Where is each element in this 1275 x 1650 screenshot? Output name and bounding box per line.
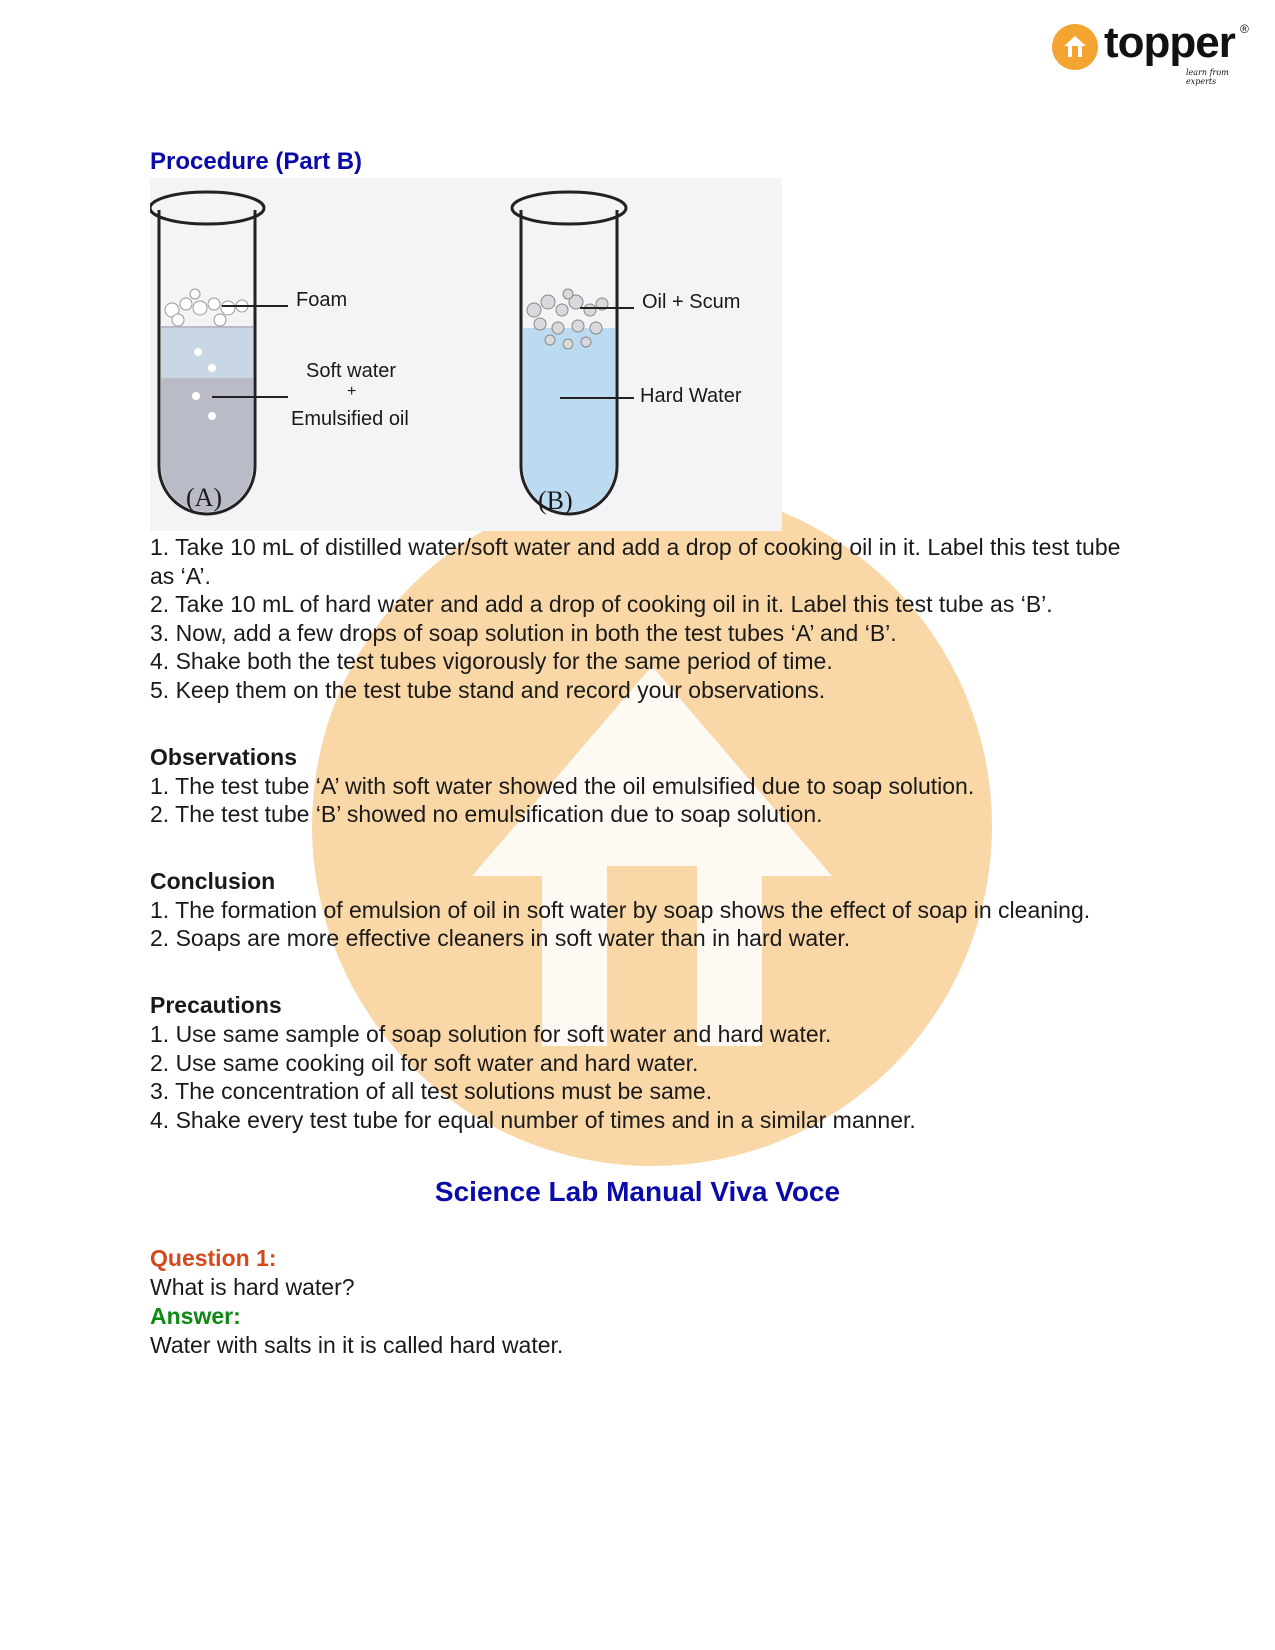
- topper-logo: [1052, 18, 1252, 86]
- conclusion-list: [150, 896, 1130, 953]
- answer-text: Water with salts in it is called hard water.: [150, 1331, 564, 1358]
- precautions-list: [150, 1020, 1130, 1134]
- list-item: 4. Shake both the test tubes vigorously for the same period of time.: [150, 648, 833, 675]
- answer-label: Answer:: [150, 1302, 241, 1329]
- caption-b: (B): [538, 486, 573, 515]
- list-item: 3. The concentration of all test solutions must be same.: [150, 1078, 713, 1105]
- list-item: 1. Use same sample of soap solution for soft water and hard water.: [150, 1020, 832, 1047]
- topper-badge-icon: [1052, 24, 1098, 70]
- precautions-heading: Precautions: [150, 991, 282, 1018]
- hard-water-label: Hard Water: [640, 385, 742, 407]
- foam-label: Foam: [296, 289, 348, 311]
- list-item: 2. Soaps are more effective cleaners in soft water than in hard water.: [150, 925, 851, 952]
- procedure-steps: [150, 533, 1130, 705]
- list-item: 2. Take 10 mL of hard water and add a drop of cooking oil in it. Label this test tube as ‘B’.: [150, 591, 1053, 618]
- conclusion-section: [150, 867, 1130, 953]
- observations-section: [150, 743, 1130, 829]
- conclusion-heading: Conclusion: [150, 867, 276, 894]
- plus-label: +: [347, 383, 357, 400]
- list-item: 2. Use same cooking oil for soft water and hard water.: [150, 1049, 699, 1076]
- list-item: 4. Shake every test tube for equal number of times and in a similar manner.: [150, 1106, 916, 1133]
- brand-name: topper: [1104, 18, 1235, 67]
- viva-title: Science Lab Manual Viva Voce: [434, 1176, 841, 1208]
- list-item: 1. The formation of emulsion of oil in soft water by soap shows the effect of soap in cleaning.: [150, 896, 1091, 923]
- brand-tagline: learn from experts: [1186, 68, 1229, 86]
- list-item: 5. Keep them on the test tube stand and record your observations.: [150, 676, 826, 703]
- document-body: [150, 148, 1130, 1360]
- test-tube-figure: [150, 178, 782, 531]
- procedure-heading: Procedure (Part B): [150, 148, 363, 175]
- list-item: 3. Now, add a few drops of soap solution in both the test tubes ‘A’ and ‘B’.: [150, 619, 897, 646]
- question-text: What is hard water?: [150, 1274, 355, 1301]
- list-item: 1. Take 10 mL of distilled water/soft water and add a drop of cooking oil in it. Label this test tube as ‘A’.: [150, 534, 1121, 589]
- soft-water-label: Soft water: [306, 360, 397, 382]
- observations-heading: Observations: [150, 743, 297, 770]
- oil-scum-label: Oil + Scum: [642, 291, 741, 313]
- precautions-section: [150, 991, 1130, 1134]
- list-item: 1. The test tube ‘A’ with soft water showed the oil emulsified due to soap solution.: [150, 772, 975, 799]
- list-item: 2. The test tube ‘B’ showed no emulsification due to soap solution.: [150, 801, 823, 828]
- caption-a: (A): [186, 483, 223, 512]
- test-tube-diagram: [150, 178, 782, 531]
- question-label: Question 1:: [150, 1245, 277, 1272]
- observations-list: [150, 772, 1130, 829]
- emulsified-oil-label: Emulsified oil: [291, 408, 409, 430]
- registered-mark: ®: [1240, 22, 1249, 36]
